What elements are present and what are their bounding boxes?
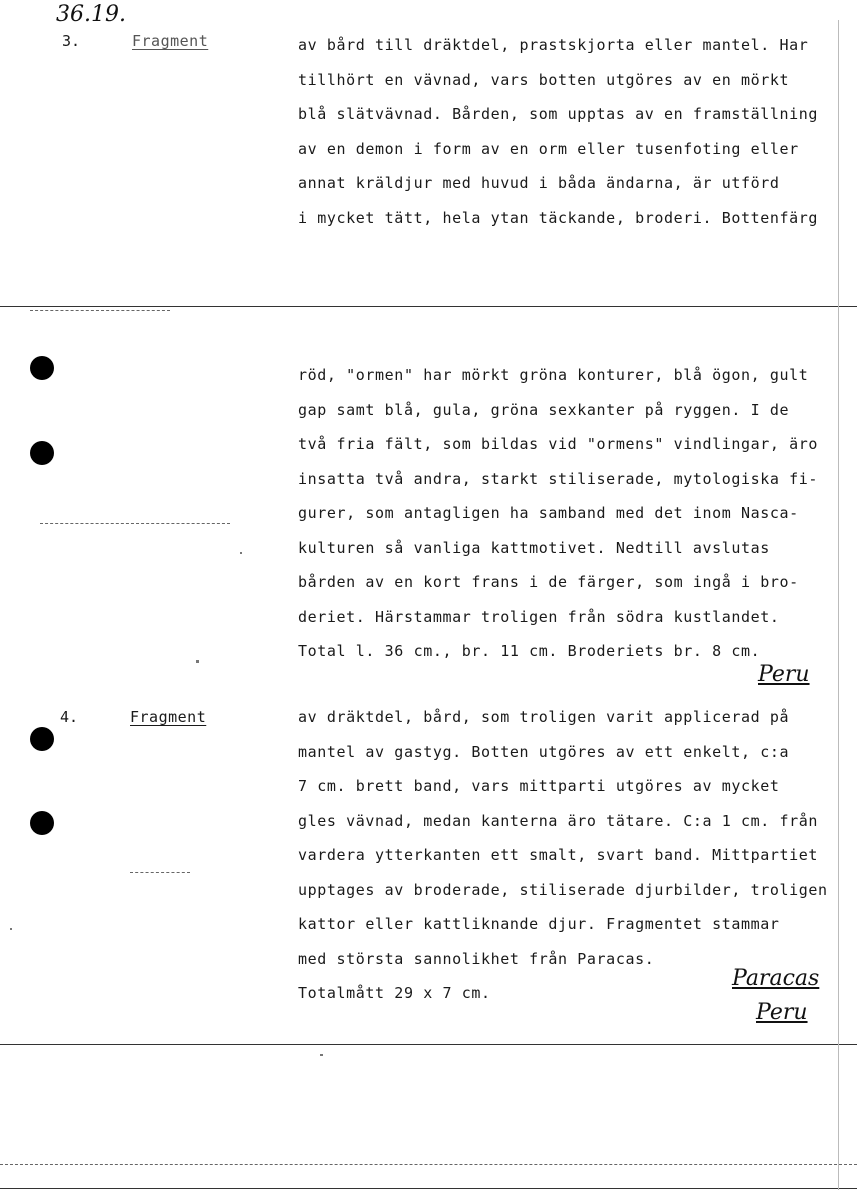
text-line: av dräktdel, bård, som troligen varit applicerad på <box>298 708 790 726</box>
text-line: kulturen så vanliga kattmotivet. Nedtill avslutas <box>298 538 770 557</box>
handwritten-catalog-number: 36.19. <box>56 2 126 27</box>
entry-description <box>298 700 850 1011</box>
text-line: Total l. 36 cm., br. 11 cm. Broderiets br. 8 cm. <box>298 642 761 660</box>
entry-number: 4. <box>60 708 79 726</box>
card-divider <box>0 306 857 307</box>
text-line: tillhört en vävnad, vars botten utgöres av en mörkt <box>298 70 790 89</box>
text-line: annat kräldjur med huvud i båda ändarna, är utförd <box>298 174 780 192</box>
handwritten-note-site: Paracas <box>732 966 820 991</box>
text-line: vardera ytterkanten ett smalt, svart band. Mittpartiet <box>298 846 819 864</box>
faint-rule <box>40 523 230 524</box>
text-line: deriet. Härstammar troligen från södra kustlandet. <box>298 607 780 626</box>
text-line: gap samt blå, gula, gröna sexkanter på ryggen. I de <box>298 400 790 419</box>
text-line: med största sannolikhet från Paracas. <box>298 949 655 968</box>
text-line: mantel av gastyg. Botten utgöres av ett enkelt, c:a <box>298 742 790 761</box>
text-line: insatta två andra, starkt stiliserade, mytologiska fi- <box>298 469 819 488</box>
handwritten-note-origin: Peru <box>758 662 810 687</box>
punch-hole <box>30 356 54 380</box>
faint-rule <box>30 310 170 311</box>
text-line: bården av en kort frans i de färger, som ingå i bro- <box>298 573 799 591</box>
text-line: två fria fält, som bildas vid "ormens" vindlingar, äro <box>298 435 819 453</box>
entry-description <box>298 28 850 235</box>
text-line: Totalmått 29 x 7 cm. <box>298 984 491 1002</box>
text-line: gles vävnad, medan kanterna äro tätare. C:a 1 cm. från <box>298 811 819 830</box>
card-divider <box>0 1044 857 1045</box>
text-line: gurer, som antagligen ha samband med det inom Nasca- <box>298 504 799 522</box>
text-line: blå slätvävnad. Bården, som upptas av en framställning <box>298 105 819 123</box>
text-line: av bård till dräktdel, prastskjorta eller mantel. Har <box>298 36 809 54</box>
scan-speck <box>240 552 242 554</box>
punch-hole <box>30 727 54 751</box>
scan-speck <box>10 928 12 930</box>
card-bottom-rule <box>0 1188 857 1189</box>
scan-speck <box>320 1054 323 1056</box>
text-line: av en demon i form av en orm eller tusenfoting eller <box>298 139 799 158</box>
scan-speck <box>196 660 199 663</box>
text-line: i mycket tätt, hela ytan täckande, broderi. Bottenfärg <box>298 208 819 227</box>
faint-rule <box>130 872 190 873</box>
handwritten-note-origin: Peru <box>756 1000 808 1025</box>
text-line: 7 cm. brett band, vars mittparti utgöres av mycket <box>298 777 780 795</box>
text-line: upptages av broderade, stiliserade djurbilder, troligen <box>298 880 828 899</box>
text-line: röd, "ormen" har mörkt gröna konturer, blå ögon, gult <box>298 366 809 384</box>
punch-hole <box>30 441 54 465</box>
entry-label: Fragment <box>132 32 209 50</box>
text-line: kattor eller kattliknande djur. Fragmentet stammar <box>298 915 780 933</box>
entry-description-continued <box>298 358 850 669</box>
entry-label: Fragment <box>130 708 207 726</box>
margin-edge <box>838 20 839 1190</box>
faint-rule <box>0 1164 857 1165</box>
punch-hole <box>30 811 54 835</box>
entry-number: 3. <box>62 32 81 50</box>
